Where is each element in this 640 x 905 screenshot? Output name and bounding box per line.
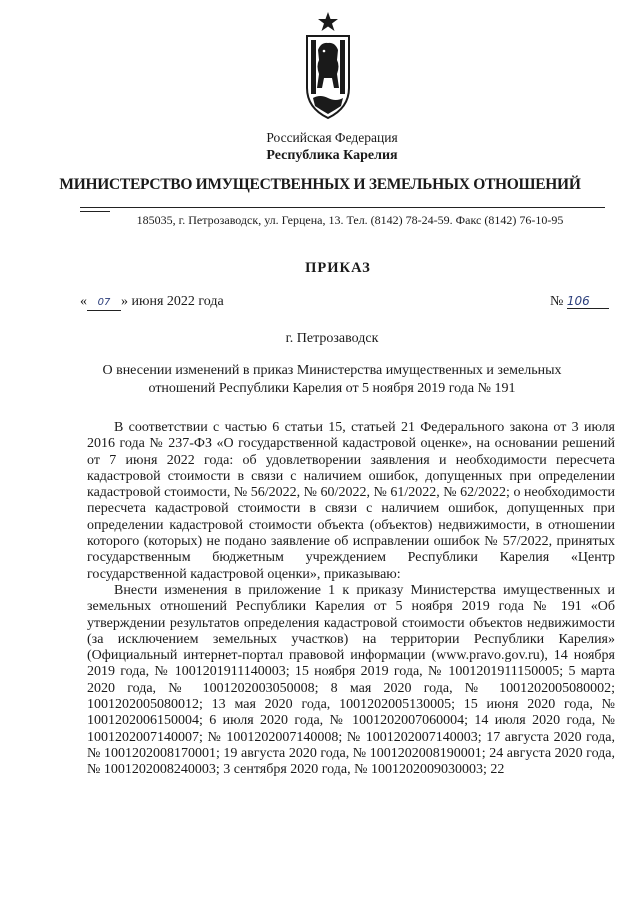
number-sign: № [550, 294, 564, 309]
order-number [550, 294, 609, 310]
header-divider [80, 207, 605, 208]
country-name: Российская Федерация [266, 130, 398, 145]
ministry-name: МИНИСТЕРСТВО ИМУЩЕСТВЕННЫХ И ЗЕМЕЛЬНЫХ ОТНОШЕНИЙ [59, 176, 581, 193]
karelia-coat-of-arms-icon [303, 10, 353, 122]
document-title: ПРИКАЗ [305, 260, 371, 276]
date-day-handwritten: 07 [87, 296, 121, 311]
order-body [87, 420, 615, 779]
header-divider-short [80, 211, 110, 212]
document-city: г. Петрозаводск [285, 331, 379, 346]
order-subject: О внесении изменений в приказ Министерства имущественных и земельных отношений Республики Карелия от 5 ноября 2019 года № 191 [102, 363, 562, 396]
order-number-handwritten: 106 [567, 294, 609, 309]
body-paragraph: В соответствии с частью 6 статьи 15, статьей 21 Федерального закона от 3 июля 2016 года № 237-ФЗ «О государственной кадастровой оценке», на основании решений от 7 июня 2022 года: об удовлетворении заявления и необходимости пересчета кадастровой стоимости в связи с наличием ошибок, допущенных при определении кадастровой стоимости, № 56/2022, № 60/2022, № 61/2022, № 62/2022; о необходимости пересчета кадастровой стоимости в связи с наличием ошибок, допущенных при определении кадастровой стоимости объекта (объектов) недвижимости, в отношении которого (которых) не подано заявление об исправлении ошибок № 57/2022, принятых государственным бюджетным учреждением Республики Карелия «Центр государственной кадастровой оценки», приказываю: [87, 420, 615, 582]
order-date [80, 294, 224, 311]
ministry-address: 185035, г. Петрозаводск, ул. Герцена, 13. Тел. (8142) 78-24-59. Факс (8142) 76-10-95 [136, 213, 564, 227]
date-month-year: » июня 2022 года [121, 294, 224, 309]
republic-name: Республика Карелия [266, 148, 398, 163]
body-paragraph: Внести изменения в приложение 1 к приказу Министерства имущественных и земельных отношений Республики Карелия от 5 ноября 2019 года № 191 «Об утверждении результатов определения кадастровой стоимости объектов недвижимости (за исключением земельных участков) на территории Республики Карелия» (Официальный интернет-портал правовой информации (www.pravo.gov.ru), 14 ноября 2019 года, № 1001201911140003; 15 ноября 2019 года, № 1001201911150005; 5 марта 2020 года, № 1001202003050008; 8 мая 2020 года, № 1001202005080002; 1001202005080012; 13 мая 2020 года, 1001202005130005; 15 июня 2020 года, № 1001202006150004; 6 июля 2020 года, № 1001202007060004; 14 июля 2020 года, № 1001202007140007; № 1001202007140008; № 1001202007140003; 17 августа 2020 года, № 1001202008170001; 19 августа 2020 года, № 1001202008190001; 24 августа 2020 года, № 1001202008240003; 3 сентября 2020 года, № 1001202009030003; 22 [87, 582, 615, 778]
date-open-quote: « [80, 294, 87, 309]
